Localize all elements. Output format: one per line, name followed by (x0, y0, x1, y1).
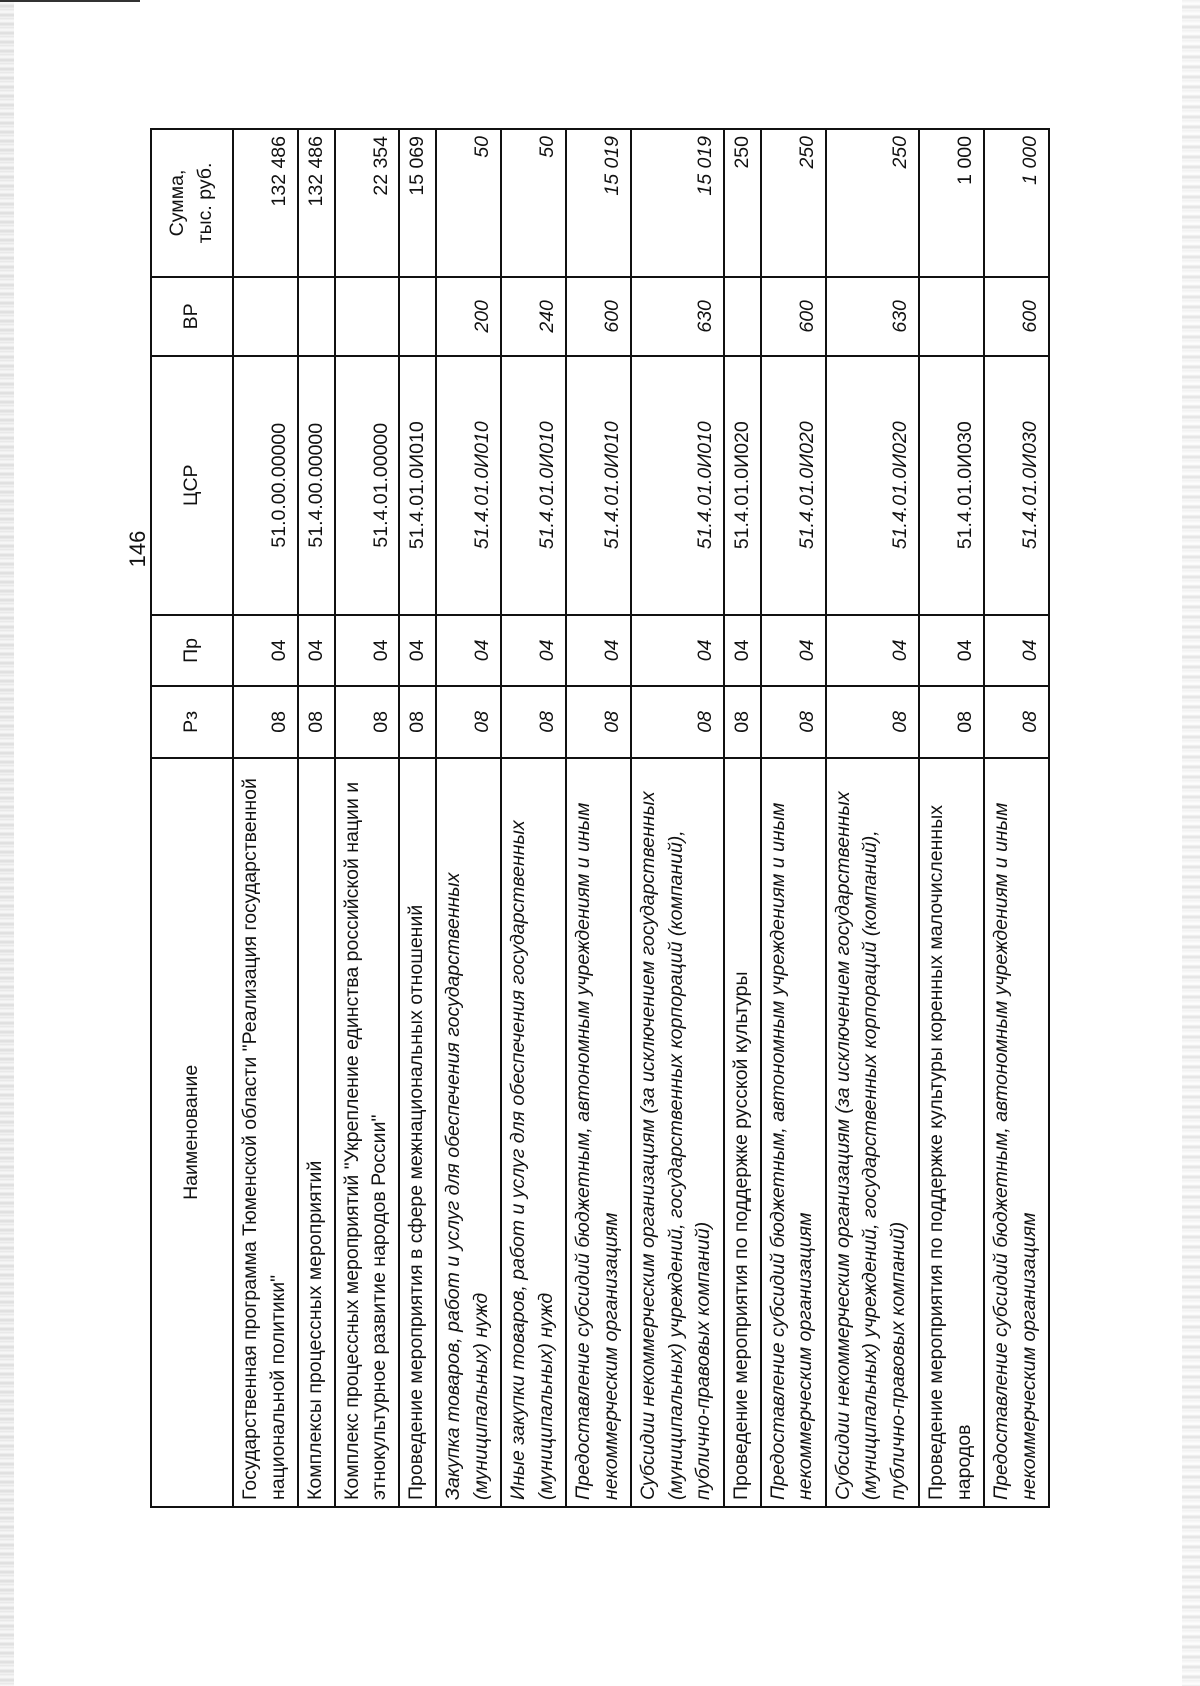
row-rz: 08 (761, 686, 826, 757)
row-sum: 50 (436, 129, 501, 277)
row-sum: 22 354 (335, 129, 400, 277)
row-csr: 51.4.01.00000 (335, 356, 400, 615)
row-name: Предоставление субсидий бюджетным, автономным учреждениям и иным некоммерческим организациям (566, 758, 631, 1507)
table-row (233, 129, 298, 1507)
row-pr: 04 (233, 615, 298, 686)
table-row (724, 129, 761, 1507)
header-sum (151, 129, 233, 277)
row-rz: 08 (436, 686, 501, 757)
row-sum: 250 (826, 129, 919, 277)
row-csr: 51.4.01.0И030 (919, 356, 984, 615)
row-sum: 250 (724, 129, 761, 277)
row-csr: 51.4.01.0И010 (436, 356, 501, 615)
row-sum: 15 069 (399, 129, 436, 277)
row-rz: 08 (919, 686, 984, 757)
row-name: Предоставление субсидий бюджетным, автономным учреждениям и иным некоммерческим организациям (761, 758, 826, 1507)
row-vr: 630 (631, 277, 724, 356)
row-sum: 50 (501, 129, 566, 277)
scan-top-line (0, 0, 140, 2)
row-name: Закупка товаров, работ и услуг для обеспечения государственных (муниципальных) нужд (436, 758, 501, 1507)
row-vr (399, 277, 436, 356)
header-vr: ВР (151, 277, 233, 356)
row-rz: 08 (298, 686, 335, 757)
row-name: Субсидии некоммерческим организациям (за исключением государственных (муниципальных) учреждений, государственных корпораций (компаний), публично-правовых компаний) (631, 758, 724, 1507)
row-sum: 132 486 (298, 129, 335, 277)
header-name: Наименование (151, 758, 233, 1507)
row-pr: 04 (724, 615, 761, 686)
row-name: Комплекс процессных мероприятий "Укрепление единства российской нации и этнокультурное развитие народов России" (335, 758, 400, 1507)
row-pr: 04 (826, 615, 919, 686)
table-body (233, 129, 1049, 1507)
row-pr: 04 (501, 615, 566, 686)
table-header (151, 129, 233, 1507)
table-row (984, 129, 1049, 1507)
row-csr: 51.4.01.0И020 (724, 356, 761, 615)
row-sum: 15 019 (566, 129, 631, 277)
table-row (826, 129, 919, 1507)
row-pr: 04 (631, 615, 724, 686)
table-row (631, 129, 724, 1507)
row-vr: 600 (566, 277, 631, 356)
row-pr: 04 (566, 615, 631, 686)
table-row (501, 129, 566, 1507)
row-sum: 1 000 (919, 129, 984, 277)
header-rz: Рз (151, 686, 233, 757)
row-pr: 04 (298, 615, 335, 686)
row-rz: 08 (399, 686, 436, 757)
row-csr: 51.0.00.00000 (233, 356, 298, 615)
row-rz: 08 (984, 686, 1049, 757)
header-sum-line1: Сумма, (166, 169, 189, 237)
row-vr (335, 277, 400, 356)
row-sum: 132 486 (233, 129, 298, 277)
row-pr: 04 (399, 615, 436, 686)
row-csr: 51.4.01.0И020 (826, 356, 919, 615)
scan-edge-left (0, 0, 14, 1686)
row-rz: 08 (233, 686, 298, 757)
row-csr: 51.4.00.00000 (298, 356, 335, 615)
rotated-table-wrapper (150, 128, 1050, 1508)
row-vr: 240 (501, 277, 566, 356)
row-vr: 630 (826, 277, 919, 356)
row-pr: 04 (919, 615, 984, 686)
row-vr: 600 (761, 277, 826, 356)
row-vr (724, 277, 761, 356)
row-sum: 1 000 (984, 129, 1049, 277)
table-row (335, 129, 400, 1507)
header-csr: ЦСР (151, 356, 233, 615)
row-rz: 08 (724, 686, 761, 757)
row-vr (919, 277, 984, 356)
row-rz: 08 (631, 686, 724, 757)
page-number: 146 (125, 530, 150, 568)
row-pr: 04 (436, 615, 501, 686)
row-sum: 250 (761, 129, 826, 277)
row-rz: 08 (566, 686, 631, 757)
table-row (761, 129, 826, 1507)
row-name: Предоставление субсидий бюджетным, автономным учреждениям и иным некоммерческим организациям (984, 758, 1049, 1507)
row-name: Проведение мероприятия в сфере межнациональных отношений (399, 758, 436, 1507)
row-csr: 51.4.01.0И010 (631, 356, 724, 615)
row-name: Проведение мероприятия по поддержке культуры коренных малочисленных народов (919, 758, 984, 1507)
table-row (399, 129, 436, 1507)
row-rz: 08 (335, 686, 400, 757)
table-row (566, 129, 631, 1507)
row-pr: 04 (761, 615, 826, 686)
row-csr: 51.4.01.0И010 (501, 356, 566, 615)
table-row (436, 129, 501, 1507)
row-vr: 600 (984, 277, 1049, 356)
row-vr (233, 277, 298, 356)
scan-edge-right (1182, 0, 1200, 1686)
row-pr: 04 (984, 615, 1049, 686)
row-pr: 04 (335, 615, 400, 686)
row-name: Субсидии некоммерческим организациям (за исключением государственных (муниципальных) учреждений, государственных корпораций (компаний), публично-правовых компаний) (826, 758, 919, 1507)
row-rz: 08 (826, 686, 919, 757)
header-pr: Пр (151, 615, 233, 686)
budget-table (150, 128, 1050, 1508)
table-row (298, 129, 335, 1507)
row-name: Проведение мероприятия по поддержке русской культуры (724, 758, 761, 1507)
row-rz: 08 (501, 686, 566, 757)
row-name: Комплексы процессных мероприятий (298, 758, 335, 1507)
row-csr: 51.4.01.0И010 (566, 356, 631, 615)
table-row (919, 129, 984, 1507)
row-vr: 200 (436, 277, 501, 356)
row-csr: 51.4.01.0И030 (984, 356, 1049, 615)
row-name: Государственная программа Тюменской области "Реализация государственной национальной политики" (233, 758, 298, 1507)
row-csr: 51.4.01.0И020 (761, 356, 826, 615)
header-sum-line2: тыс. руб. (194, 162, 216, 244)
row-vr (298, 277, 335, 356)
row-name: Иные закупки товаров, работ и услуг для обеспечения государственных (муниципальных) нужд (501, 758, 566, 1507)
row-sum: 15 019 (631, 129, 724, 277)
row-csr: 51.4.01.0И010 (399, 356, 436, 615)
